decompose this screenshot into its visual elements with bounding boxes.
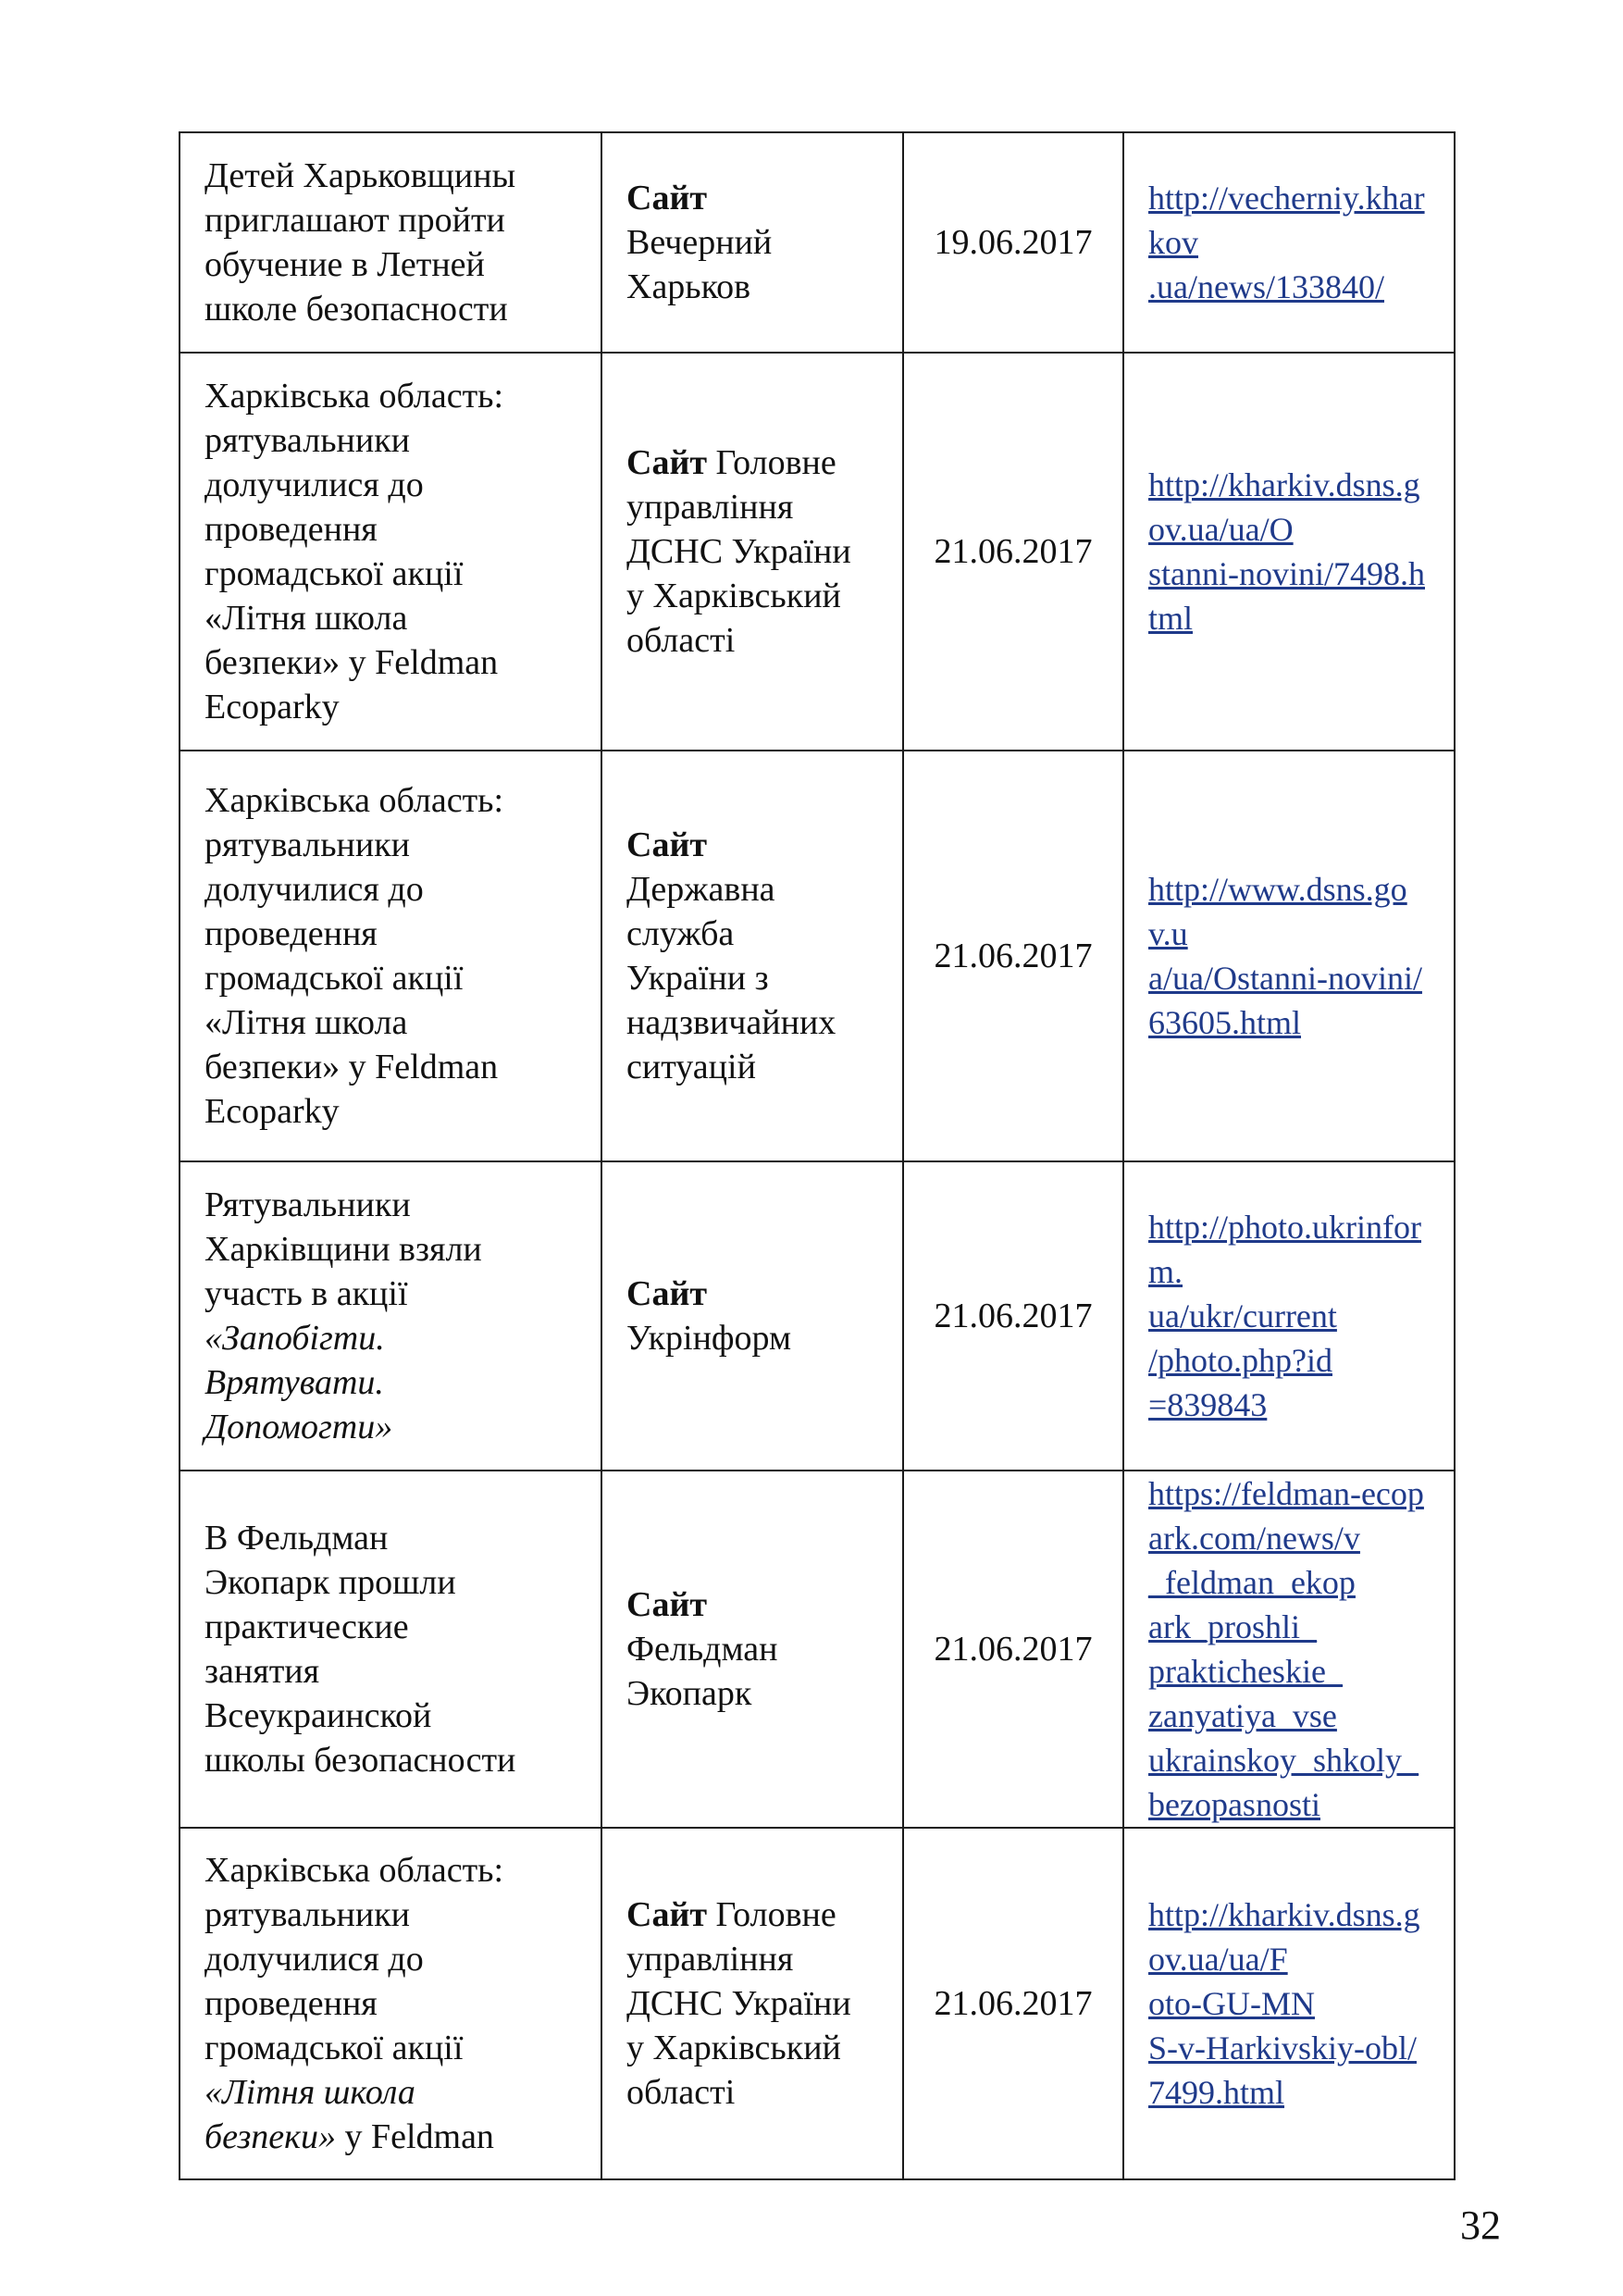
source-name-line: у Харківський <box>626 577 841 615</box>
source-name-line: служба <box>626 914 735 953</box>
article-title-line: Детей Харьковщины <box>204 156 516 195</box>
source-name-line: області <box>626 2073 736 2112</box>
article-link[interactable]: http://kharkiv.dsns.g ov.ua/ua/O stanni-novini/7498.html <box>1148 466 1425 637</box>
source-name-line: України з <box>626 959 769 998</box>
article-title-line: безпеки» у Feldman <box>204 643 499 682</box>
publication-date: 19.06.2017 <box>903 132 1123 353</box>
article-title-cell <box>180 132 601 353</box>
article-title-line: школе безопасности <box>204 290 508 329</box>
article-title-line: Ecoparky <box>204 688 340 726</box>
source-name-line: ситуацій <box>626 1048 756 1086</box>
source-name-line: ДСНС України <box>626 1984 851 2023</box>
table-row <box>180 132 1455 353</box>
article-title-italic-line: Врятувати. <box>204 1363 384 1402</box>
article-title-cell <box>180 1471 601 1828</box>
article-link[interactable]: http://kharkiv.dsns.g ov.ua/ua/F oto-GU-MN S-v-Harkivskiy-obl/7499.html <box>1148 1896 1420 2111</box>
table-row <box>180 751 1455 1161</box>
source-name-line: Державна <box>626 870 775 909</box>
article-title-line: громадської акції <box>204 2029 464 2067</box>
article-title-line: Всеукраинской <box>204 1696 432 1735</box>
article-title-line: Харківська область: <box>204 377 504 416</box>
link-cell <box>1123 353 1455 751</box>
source-name-line: Укрінформ <box>626 1319 792 1358</box>
article-title-line: Харківська область: <box>204 781 504 820</box>
source-name-line: області <box>626 621 736 660</box>
article-title-line: Рятувальники <box>204 1185 411 1224</box>
publication-date: 21.06.2017 <box>903 1161 1123 1471</box>
article-title-line: Харківська область: <box>204 1851 504 1890</box>
source-cell <box>601 1161 903 1471</box>
source-name-line: Экопарк <box>626 1674 752 1713</box>
article-title-line: проведення <box>204 1984 378 2023</box>
source-name-line: управління <box>626 488 794 527</box>
article-title-italic-line: «Запобігти. <box>204 1319 385 1358</box>
source-name-line: Вечерний <box>626 223 773 262</box>
article-title-line: безпеки» у Feldman <box>204 1048 499 1086</box>
article-title-line: школы безопасности <box>204 1741 516 1780</box>
article-title-line: громадської акції <box>204 554 464 593</box>
article-title-line: проведення <box>204 914 378 953</box>
source-cell <box>601 751 903 1161</box>
article-title-line: проведення <box>204 510 378 549</box>
link-cell <box>1123 751 1455 1161</box>
source-name-line: надзвичайних <box>626 1003 836 1042</box>
table-row <box>180 1828 1455 2179</box>
article-title-line: рятувальники <box>204 421 410 460</box>
source-label: Сайт <box>626 1585 708 1624</box>
article-title-line: В Фельдман <box>204 1519 389 1558</box>
source-name-line: Фельдман <box>626 1630 778 1669</box>
publication-date: 21.06.2017 <box>903 1471 1123 1828</box>
source-cell <box>601 1828 903 2179</box>
article-title-line: Харківщини взяли <box>204 1230 482 1269</box>
source-label: Сайт <box>626 825 708 864</box>
page-number: 32 <box>1460 2203 1501 2248</box>
article-link[interactable]: http://photo.ukrinform. ua/ukr/current /photo.php?id =839843 <box>1148 1209 1421 1423</box>
source-name-line: Головне <box>715 1895 836 1934</box>
article-title-line: Экопарк прошли <box>204 1563 456 1602</box>
table-row <box>180 1471 1455 1828</box>
article-title-line: участь в акції <box>204 1274 408 1313</box>
source-name-line: Головне <box>715 443 836 482</box>
source-cell <box>601 132 903 353</box>
source-label: Сайт <box>626 179 708 217</box>
link-cell <box>1123 132 1455 353</box>
publication-date: 21.06.2017 <box>903 1828 1123 2179</box>
source-name-line: Харьков <box>626 267 751 306</box>
source-name-line: у Харківський <box>626 2029 841 2067</box>
article-link[interactable]: https://feldman-ecop ark.com/news/v _feldman_ekop ark_proshli_ prakticheskie_ zanyatiya_vse ukrainskoy_shkoly_bezopasnosti <box>1148 1475 1424 1823</box>
publication-date: 21.06.2017 <box>903 751 1123 1161</box>
article-title-line: долучилися до <box>204 465 424 504</box>
article-link[interactable]: http://vecherniy.kharkov .ua/news/133840/ <box>1148 180 1425 305</box>
source-label: Сайт <box>626 1274 708 1313</box>
source-name-line: ДСНС України <box>626 532 851 571</box>
article-title-line: долучилися до <box>204 870 424 909</box>
link-cell <box>1123 1161 1455 1471</box>
article-title-line: занятия <box>204 1652 320 1691</box>
source-name-line: управління <box>626 1940 794 1979</box>
article-title-line: рятувальники <box>204 1895 410 1934</box>
article-title-line: Ecoparky <box>204 1092 340 1131</box>
article-title-line: «Літня школа <box>204 1003 408 1042</box>
article-title-line: громадської акції <box>204 959 464 998</box>
source-label: Сайт <box>626 443 708 482</box>
article-title-cell <box>180 353 601 751</box>
link-cell <box>1123 1471 1455 1828</box>
article-title-line: «Літня школа <box>204 599 408 638</box>
article-title-cell <box>180 1161 601 1471</box>
article-title-line: практические <box>204 1607 409 1646</box>
article-title-cell <box>180 1828 601 2179</box>
table-row <box>180 1161 1455 1471</box>
article-title-italic-line: Допомогти» <box>204 1408 393 1446</box>
source-cell <box>601 1471 903 1828</box>
article-title-line: приглашают пройти <box>204 201 505 240</box>
article-title-line: долучилися до <box>204 1940 424 1979</box>
publication-date: 21.06.2017 <box>903 353 1123 751</box>
link-cell <box>1123 1828 1455 2179</box>
source-label: Сайт <box>626 1895 708 1934</box>
article-title-cell <box>180 751 601 1161</box>
article-title-line: обучение в Летней <box>204 245 485 284</box>
article-title-line: рятувальники <box>204 825 410 864</box>
media-mentions-table <box>179 131 1456 2180</box>
article-title-italic-line: «Літня школа <box>204 2073 415 2112</box>
article-title-italic-line: безпеки» <box>204 2117 336 2156</box>
article-link[interactable]: http://www.dsns.gov.u a/ua/Ostanni-novini/63605.html <box>1148 871 1422 1041</box>
source-cell <box>601 353 903 751</box>
table-row <box>180 353 1455 751</box>
article-title-tail: у Feldman <box>335 2117 494 2156</box>
